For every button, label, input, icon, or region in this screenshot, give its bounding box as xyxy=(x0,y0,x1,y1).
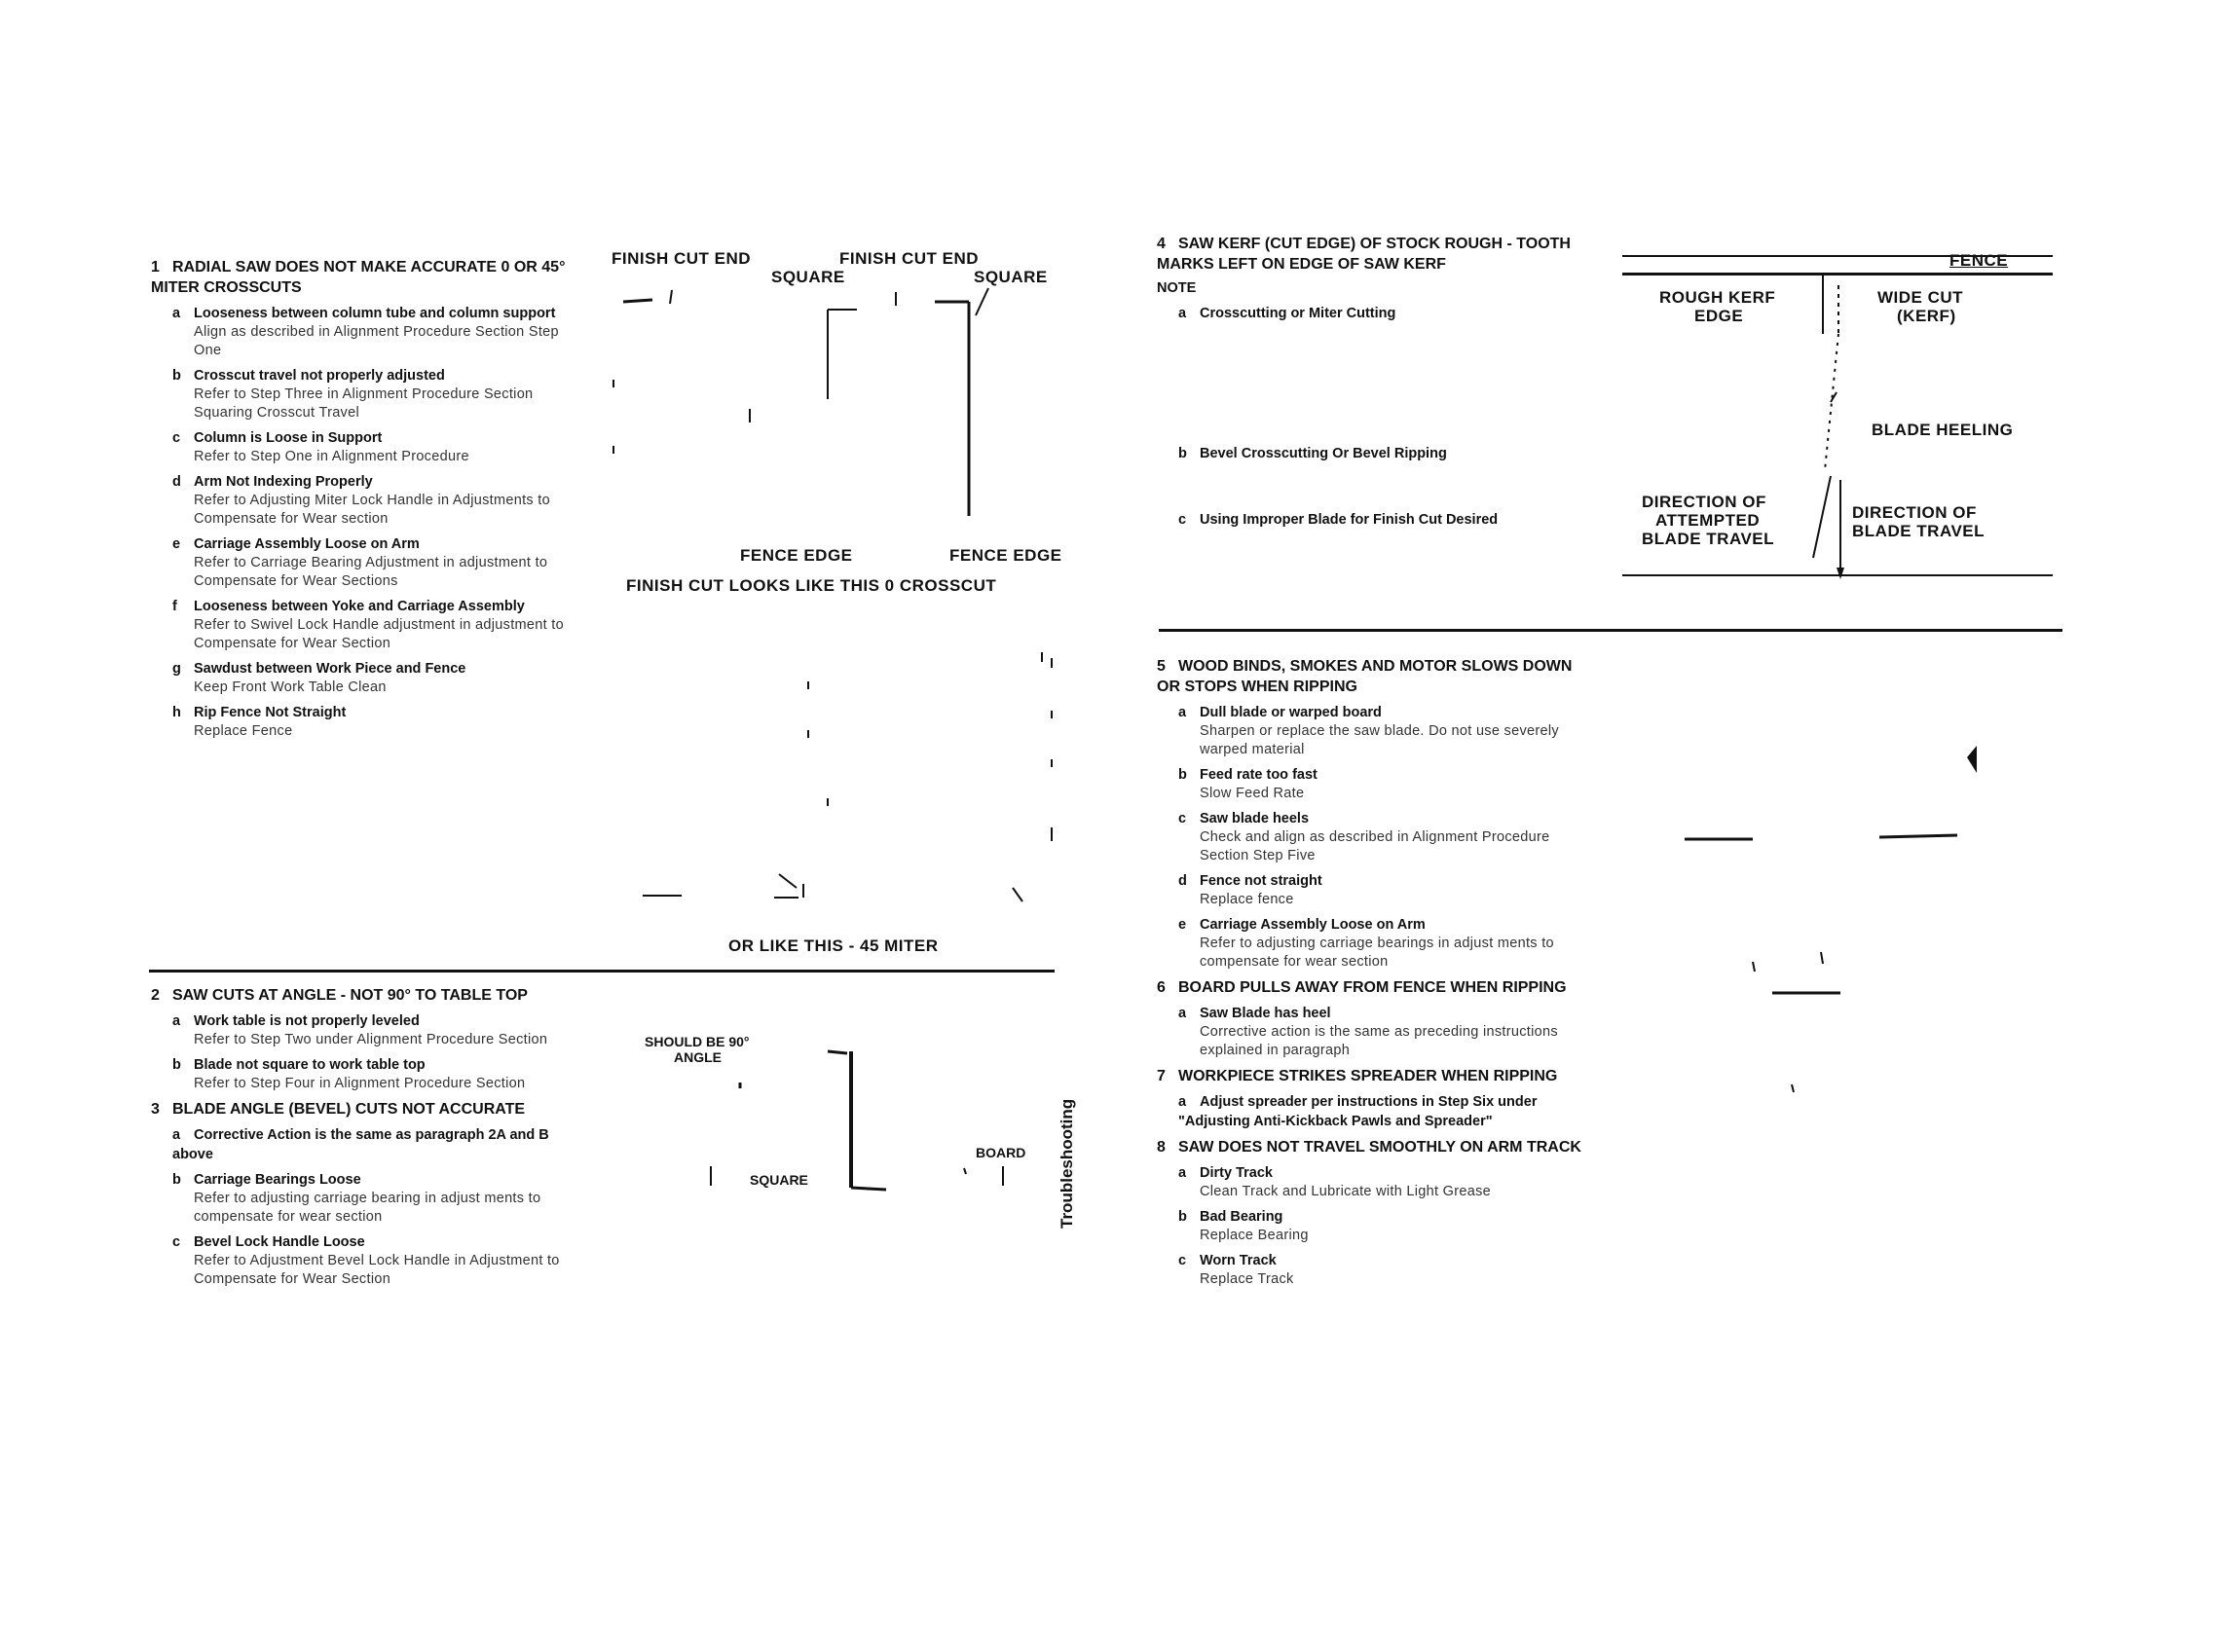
item-4c-title: c Using Improper Blade for Finish Cut Desired xyxy=(1178,512,1499,528)
rough-kerf-label-1: ROUGH KERF xyxy=(1659,288,1776,307)
item-2b-body: Refer to Step Four in Alignment Procedure Section xyxy=(194,1076,526,1091)
item-6-title: 6 BOARD PULLS AWAY FROM FENCE WHEN RIPPING xyxy=(1157,979,1567,996)
item-5-subitems xyxy=(1178,703,1595,972)
item-5e-title: e Carriage Assembly Loose on Arm xyxy=(1178,917,1426,933)
item-3-subitems xyxy=(172,1125,579,1289)
item-5d-body: Replace fence xyxy=(1200,892,1294,907)
left-column xyxy=(151,251,579,741)
item-8c-title: c Worn Track xyxy=(1178,1253,1277,1268)
item-8b-body: Replace Bearing xyxy=(1200,1228,1309,1243)
item-4a-body-illegible xyxy=(1178,323,1585,438)
left-column-lower xyxy=(151,979,579,1289)
item-1a-body: Align as described in Alignment Procedure Section Step One xyxy=(194,324,559,358)
square-label-1: SQUARE xyxy=(771,268,845,286)
right-column-top xyxy=(1157,228,1585,530)
item-2b-title: b Blade not square to work table top xyxy=(172,1057,426,1073)
item-8a-body: Clean Track and Lubricate with Light Grease xyxy=(1200,1184,1492,1199)
miter-board-drawing xyxy=(623,633,1071,925)
item-5b-body: Slow Feed Rate xyxy=(1200,786,1305,801)
troubleshooting-tab-label: Troubleshooting xyxy=(1058,1098,1076,1229)
item-6a-title: a Saw Blade has heel xyxy=(1178,1006,1331,1021)
item-1h-title: h Rip Fence Not Straight xyxy=(172,705,347,720)
item-1e-body: Refer to Carriage Bearing Adjustment in adjustment to Compensate for Wear Sections xyxy=(194,555,548,589)
square-label-2: SQUARE xyxy=(974,268,1048,286)
item-8c-body: Replace Track xyxy=(1200,1271,1294,1287)
item-1d-body: Refer to Adjusting Miter Lock Handle in Adjustments to Compensate for Wear section xyxy=(194,493,550,527)
item-5b-title: b Feed rate too fast xyxy=(1178,767,1318,783)
crosscut-board-drawing xyxy=(604,282,1071,535)
item-1e-title: e Carriage Assembly Loose on Arm xyxy=(172,536,420,552)
item-3-title: 3 BLADE ANGLE (BEVEL) CUTS NOT ACCURATE xyxy=(151,1101,526,1118)
item-3c-title: c Bevel Lock Handle Loose xyxy=(172,1234,365,1250)
item-7a-title: a Adjust spreader per instructions in Step Six under "Adjusting Anti-Kickback Pawls and Spreader" xyxy=(1178,1094,1538,1129)
item-5a-title: a Dull blade or warped board xyxy=(1178,705,1382,720)
finish-cut-end-label-1: FINISH CUT END xyxy=(612,249,751,268)
right-column-lower xyxy=(1157,650,1595,1289)
item-8-title: 8 SAW DOES NOT TRAVEL SMOOTHLY ON ARM TRACK xyxy=(1157,1139,1581,1156)
attempted-travel-label-2: ATTEMPTED xyxy=(1655,511,1761,530)
item-4a-title: a Crosscutting or Miter Cutting xyxy=(1178,306,1396,321)
item-6a-body: Corrective action is the same as preceding instructions explained in paragraph xyxy=(1200,1024,1558,1058)
item-8-subitems xyxy=(1178,1163,1595,1289)
item-2a-body: Refer to Step Two under Alignment Procedure Section xyxy=(194,1032,548,1047)
finish-cut-end-label-2: FINISH CUT END xyxy=(839,249,979,268)
item-1c-body: Refer to Step One in Alignment Procedure xyxy=(194,449,469,464)
item-6-subitems xyxy=(1178,1004,1595,1060)
kerf-figure-bottom-rule xyxy=(1622,574,2053,576)
item-1f-title: f Looseness between Yoke and Carriage Assembly xyxy=(172,599,525,614)
item-1b-title: b Crosscut travel not properly adjusted xyxy=(172,368,445,384)
fence-edge-label-2: FENCE EDGE xyxy=(949,546,1062,565)
angle-label: ANGLE xyxy=(674,1049,722,1065)
item-3c-body: Refer to Adjustment Bevel Lock Handle in Adjustment to Compensate for Wear Section xyxy=(194,1253,560,1287)
item-2-title: 2 SAW CUTS AT ANGLE - NOT 90° TO TABLE TOP xyxy=(151,987,528,1004)
item-1g-title: g Sawdust between Work Piece and Fence xyxy=(172,661,466,677)
direction-travel-label-2: BLADE TRAVEL xyxy=(1852,522,1986,540)
fence-edge-label-1: FENCE EDGE xyxy=(740,546,853,565)
should-be-label: SHOULD BE 90° xyxy=(645,1034,750,1049)
item-1g-body: Keep Front Work Table Clean xyxy=(194,679,387,695)
item-5c-body: Check and align as described in Alignment Procedure Section Step Five xyxy=(1200,829,1550,863)
item-1b-body: Refer to Step Three in Alignment Procedure Section Squaring Crosscut Travel xyxy=(194,386,534,421)
item-3a-title: a Corrective Action is the same as paragraph 2A and B above xyxy=(172,1127,549,1162)
item-5e-body: Refer to adjusting carriage bearings in adjust ments to compensate for wear section xyxy=(1200,936,1554,970)
or-like-this-label: OR LIKE THIS - 45 MITER xyxy=(728,936,939,955)
wide-cut-label-1: WIDE CUT xyxy=(1877,288,1964,307)
square-label-3: SQUARE xyxy=(750,1172,808,1188)
wide-cut-label-2: (KERF) xyxy=(1897,307,1956,325)
item-8a-title: a Dirty Track xyxy=(1178,1165,1273,1181)
item-2-subitems xyxy=(172,1011,579,1093)
board-label: BOARD xyxy=(976,1145,1026,1160)
item-3b-body: Refer to adjusting carriage bearing in adjust ments to compensate for wear section xyxy=(194,1191,541,1225)
blade-square-drawing xyxy=(682,1042,1032,1207)
item-3b-title: b Carriage Bearings Loose xyxy=(172,1172,361,1188)
divider-left-middle xyxy=(149,970,1055,973)
item-1h-body: Replace Fence xyxy=(194,723,293,739)
item-7-title: 7 WORKPIECE STRIKES SPREADER WHEN RIPPING xyxy=(1157,1068,1558,1084)
item-1c-title: c Column is Loose in Support xyxy=(172,430,383,446)
item-4b-title: b Bevel Crosscutting Or Bevel Ripping xyxy=(1178,446,1447,461)
fence-label: FENCE xyxy=(1949,251,2009,270)
item-5-title: 5 WOOD BINDS, SMOKES AND MOTOR SLOWS DOWN OR STOPS WHEN RIPPING xyxy=(1157,658,1573,695)
finish-cut-looks-label: FINISH CUT LOOKS LIKE THIS 0 CROSSCUT xyxy=(626,576,997,595)
divider-right xyxy=(1159,629,2062,632)
item-5c-title: c Saw blade heels xyxy=(1178,811,1310,826)
item-1f-body: Refer to Swivel Lock Handle adjustment in adjustment to Compensate for Wear Section xyxy=(194,617,564,651)
item-4b-body-illegible xyxy=(1178,463,1585,504)
item-7-subitems xyxy=(1178,1092,1595,1131)
item-1d-title: d Arm Not Indexing Properly xyxy=(172,474,373,490)
attempted-travel-label-1: DIRECTION OF xyxy=(1642,493,1766,511)
item-5d-title: d Fence not straight xyxy=(1178,873,1322,889)
item-2a-title: a Work table is not properly leveled xyxy=(172,1013,420,1029)
item-1-subitems xyxy=(172,304,579,741)
blade-heeling-label: BLADE HEELING xyxy=(1872,421,2014,439)
item-4-title: 4 SAW KERF (CUT EDGE) OF STOCK ROUGH - TOOTH MARKS LEFT ON EDGE OF SAW KERF xyxy=(1157,236,1571,273)
direction-travel-label-1: DIRECTION OF xyxy=(1852,503,1977,522)
item-8b-title: b Bad Bearing xyxy=(1178,1209,1283,1225)
attempted-travel-label-3: BLADE TRAVEL xyxy=(1642,530,1775,548)
rip-blade-figure xyxy=(1636,701,2084,1246)
rough-kerf-label-2: EDGE xyxy=(1694,307,1744,325)
item-5a-body: Sharpen or replace the saw blade. Do not use severely warped material xyxy=(1200,723,1559,757)
item-4-note: NOTE xyxy=(1157,280,1197,296)
item-1-title: 1 RADIAL SAW DOES NOT MAKE ACCURATE 0 OR 45° MITER CROSSCUTS xyxy=(151,259,566,296)
item-4-subitems xyxy=(1178,304,1585,530)
item-1a-title: a Looseness between column tube and column support xyxy=(172,306,556,321)
